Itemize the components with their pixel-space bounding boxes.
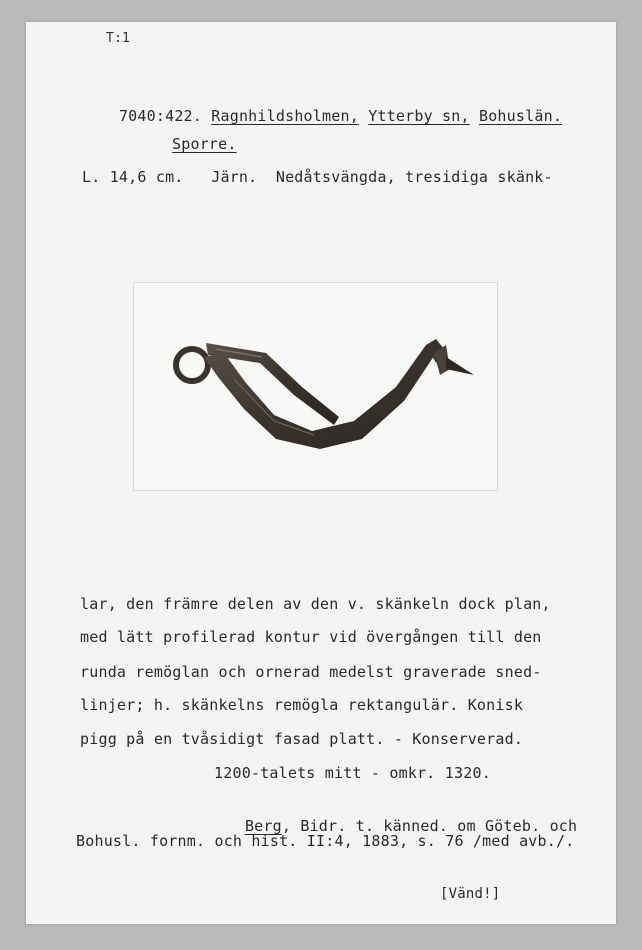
place-bohuslan: Bohuslän. bbox=[478, 107, 563, 125]
body-line-1: lar, den främre delen av den v. skänkeln dock plan, bbox=[80, 595, 551, 613]
body-line-2: med lätt profilerad kontur vid övergången till den bbox=[80, 628, 542, 646]
body-line-4: linjer; h. skänkelns remögla rektangulär. Konisk bbox=[80, 696, 524, 714]
spur-photo bbox=[133, 282, 498, 491]
corner-mark: T:1 bbox=[106, 31, 131, 46]
reference-title: , Bidr. t. känned. om Göteb. och bbox=[281, 817, 578, 835]
object-name: Sporre. bbox=[172, 135, 237, 153]
catalog-card bbox=[26, 22, 616, 924]
body-line-5: pigg på en tvåsidigt fasad platt. - Konserverad. bbox=[80, 730, 524, 748]
header-line bbox=[82, 89, 562, 143]
dating-line: 1200-talets mitt - omkr. 1320. bbox=[214, 764, 491, 782]
reference-line-2: Bohusl. fornm. och hist. II:4, 1883, s. 76 /med avb./. bbox=[76, 832, 575, 850]
body-line-3: runda remöglan och ornerad medelst graverade sned- bbox=[80, 663, 542, 681]
catalog-number: 7040:422. bbox=[118, 107, 203, 125]
intro-line: L. 14,6 cm. Järn. Nedåtsvängda, tresidiga skänk- bbox=[82, 168, 553, 186]
place-ragnhildsholmen: Ragnhildsholmen, bbox=[211, 107, 359, 125]
place-ytterby: Ytterby sn, bbox=[368, 107, 470, 125]
turn-note: [Vänd!] bbox=[440, 886, 501, 902]
iron-spur-photo-icon bbox=[134, 283, 497, 490]
reference-author: Berg bbox=[244, 817, 282, 835]
